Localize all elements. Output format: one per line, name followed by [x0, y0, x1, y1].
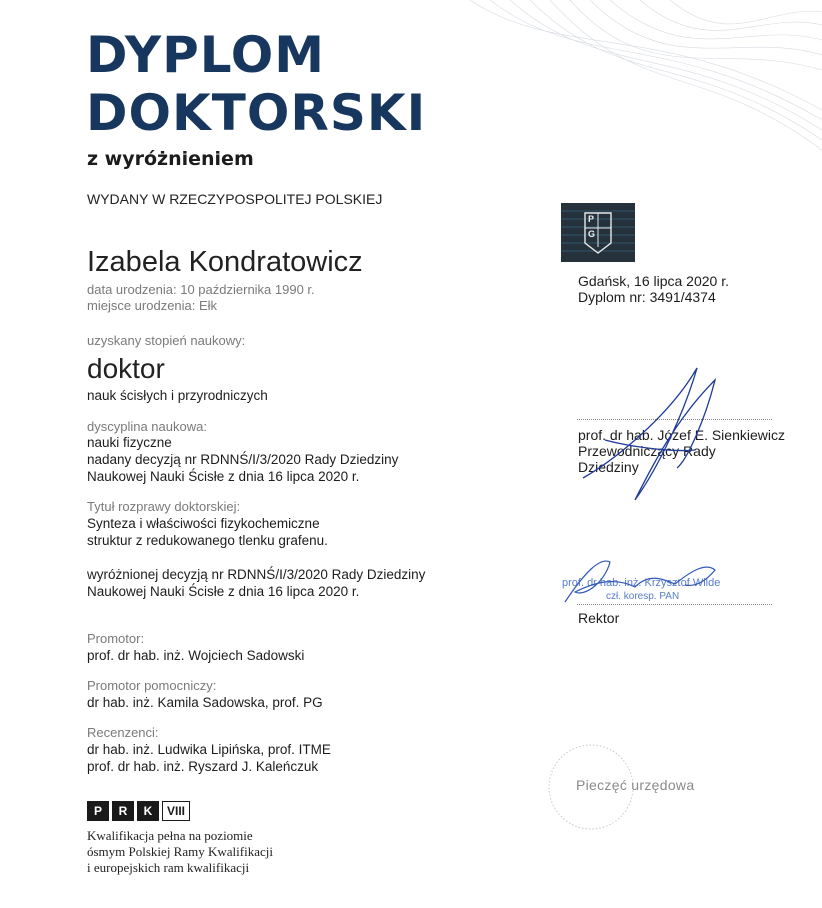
diploma-number: Dyplom nr: 3491/4374 — [578, 289, 716, 305]
handwritten-signature-1 — [575, 360, 725, 510]
thesis-line: Synteza i właściwości fizykochemiczne — [87, 516, 320, 531]
logo-letter: G — [588, 229, 596, 239]
prk-line: Kwalifikacja pełna na poziomie — [87, 828, 253, 843]
discipline-label: dyscyplina naukowa: — [87, 419, 207, 434]
discipline-line: nadany decyzją nr RDNNŚ/I/3/2020 Rady Dziedziny — [87, 452, 399, 467]
reviewer-line: dr hab. inż. Ludwika Lipińska, prof. ITME — [87, 742, 331, 757]
issue-place-date: Gdańsk, 16 lipca 2020 r. — [578, 273, 729, 289]
issued-in: WYDANY W RZECZYPOSPOLITEJ POLSKIEJ — [87, 191, 383, 207]
distinction-line: Naukowej Nauki Ścisłe z dnia 16 lipca 2020 r. — [87, 584, 360, 599]
prk-description — [87, 828, 273, 876]
signatory-line: Dziedziny — [578, 459, 639, 475]
prk-letter: R — [112, 801, 134, 821]
degree-label: uzyskany stopień naukowy: — [87, 333, 246, 348]
degree-field: nauk ścisłych i przyrodniczych — [87, 388, 268, 403]
prk-letter: K — [137, 801, 159, 821]
prk-letter: P — [87, 801, 109, 821]
official-seal-label: Pieczęć urzędowa — [576, 777, 695, 793]
reviewer-line: prof. dr hab. inż. Ryszard J. Kaleńczuk — [87, 759, 319, 774]
diploma-title-line1: DYPLOM — [86, 26, 326, 84]
distinction-line: wyróżnionej decyzją nr RDNNŚ/I/3/2020 Rady Dziedziny — [87, 567, 426, 582]
logo-letter: P — [588, 214, 595, 224]
prk-line: ósmym Polskiej Ramy Kwalifikacji — [87, 844, 273, 859]
rector-role: Rektor — [578, 610, 620, 626]
prk-badge — [87, 801, 190, 821]
discipline-line: nauki fizyczne — [87, 435, 172, 450]
assistant-promotor-label: Promotor pomocniczy: — [87, 678, 217, 693]
discipline-line: Naukowej Nauki Ścisłe z dnia 16 lipca 2020 r. — [87, 469, 360, 484]
logo-background — [561, 203, 635, 262]
decorative-wave-pattern — [440, 0, 822, 170]
signatory-line: prof. dr hab. Józef E. Sienkiewicz — [578, 427, 785, 443]
university-logo — [561, 203, 635, 262]
reviewers-label: Recenzenci: — [87, 725, 159, 740]
diploma-title-line2: DOKTORSKI — [86, 84, 427, 142]
graduate-name: Izabela Kondratowicz — [87, 246, 363, 278]
handwritten-signature-2 — [555, 552, 725, 610]
assistant-promotor-value: dr hab. inż. Kamila Sadowska, prof. PG — [87, 695, 323, 710]
diploma-subtitle: z wyróżnieniem — [87, 148, 254, 170]
rector-stamp-title: czł. koresp. PAN — [606, 591, 680, 602]
birth-date: data urodzenia: 10 października 1990 r. — [87, 282, 315, 297]
thesis-label: Tytuł rozprawy doktorskiej: — [87, 499, 241, 514]
promotor-label: Promotor: — [87, 631, 145, 646]
rector-stamp-name: prof. dr hab. inż. Krzysztof Wilde — [562, 577, 721, 589]
degree-value: doktor — [87, 353, 165, 384]
signatory-line: Przewodniczący Rady — [578, 443, 716, 459]
prk-line: i europejskich ram kwalifikacji — [87, 860, 250, 875]
thesis-line: struktur z redukowanego tlenku grafenu. — [87, 533, 328, 548]
prk-level: VIII — [162, 801, 190, 821]
signature-line — [577, 604, 772, 605]
birth-place: miejsce urodzenia: Ełk — [87, 298, 218, 313]
promotor-value: prof. dr hab. inż. Wojciech Sadowski — [87, 648, 305, 663]
